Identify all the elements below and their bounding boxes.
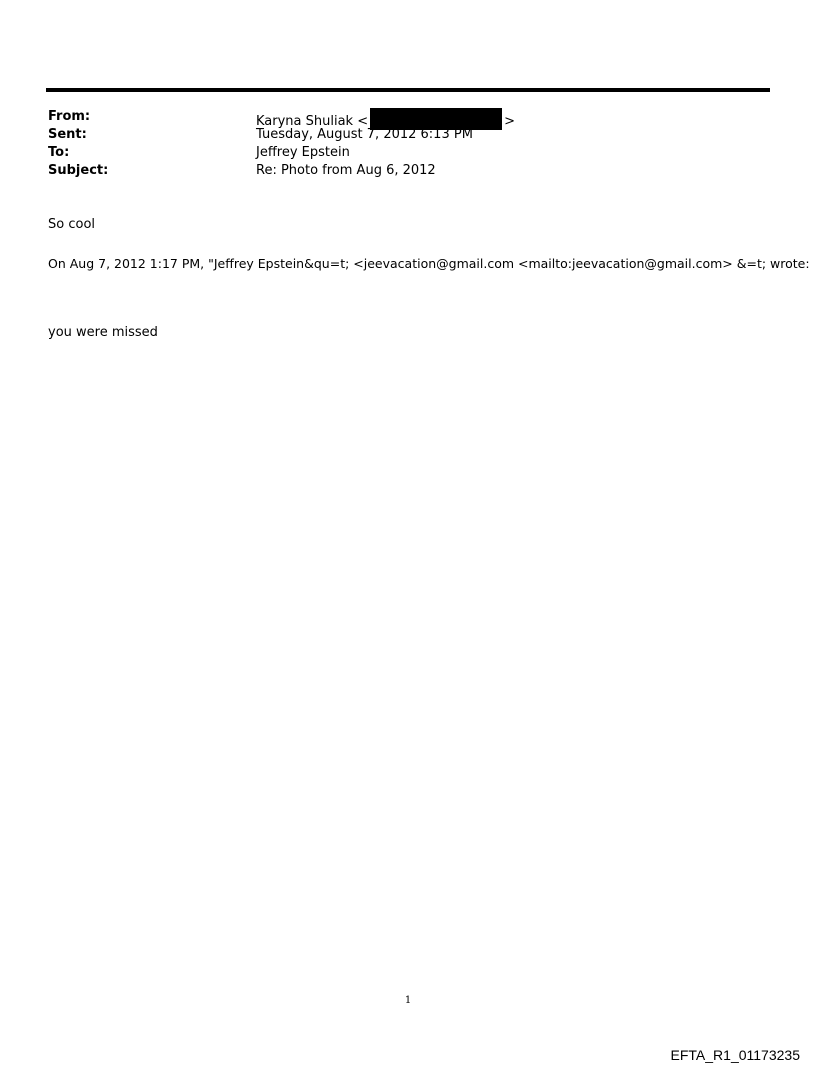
from-name: Karyna Shuliak [256,114,354,129]
document-id: EFTA_R1_01173235 [670,1047,800,1063]
sent-value: Tuesday, August 7, 2012 6:13 PM [256,127,473,142]
to-label: To: [48,145,70,160]
sent-label: Sent: [48,127,87,142]
subject-row [48,162,768,180]
from-open-bracket: < [357,114,369,129]
quoted-text: you were missed [48,325,158,340]
from-row [48,108,768,129]
subject-label: Subject: [48,163,109,178]
subject-value: Re: Photo from Aug 6, 2012 [256,163,436,178]
reply-text: So cool [48,217,96,232]
sent-row [48,126,768,144]
to-value: Jeffrey Epstein [256,145,350,160]
header-divider [46,88,770,92]
quote-header: On Aug 7, 2012 1:17 PM, "Jeffrey Epstein&qu=t; <jeevacation@gmail.com <mailto:jeevacation@gmail.com> &=t; wrote: [48,256,810,271]
from-label: From: [48,109,91,124]
from-close-bracket: > [504,114,516,129]
to-row [48,144,768,162]
page-number: 1 [404,995,412,1006]
email-header [48,108,768,180]
